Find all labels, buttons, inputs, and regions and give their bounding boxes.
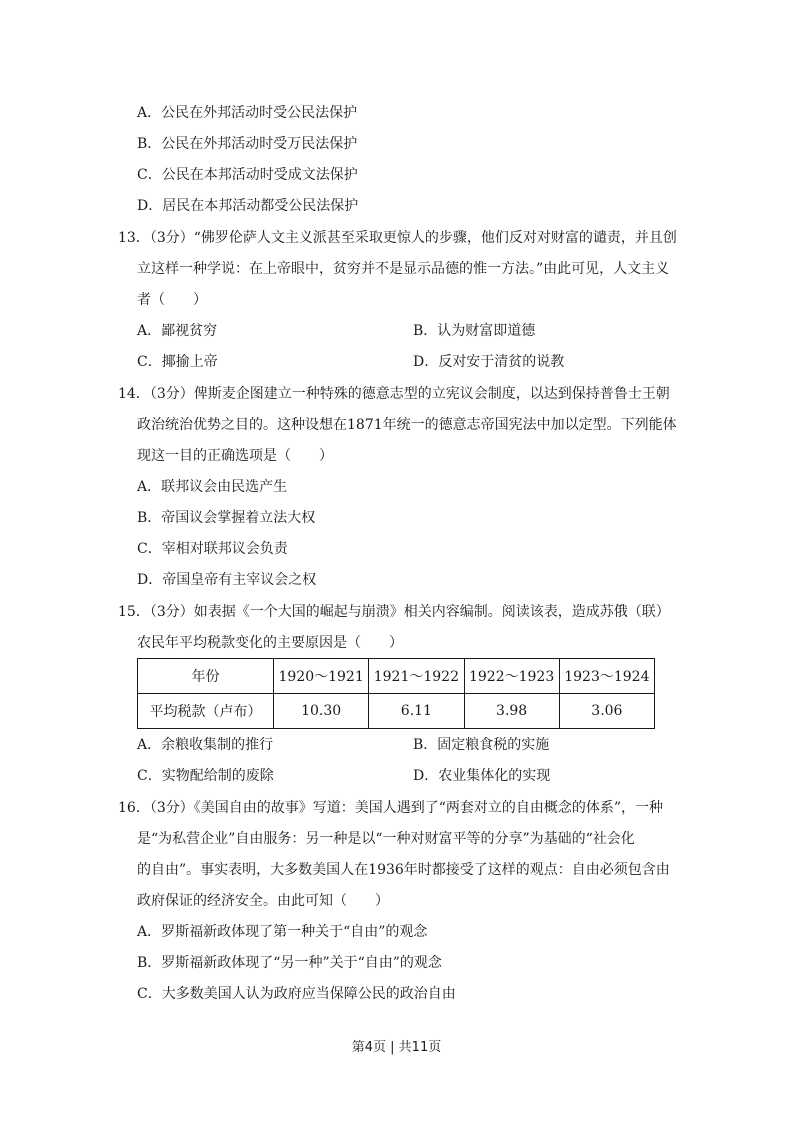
table-row <box>138 694 655 729</box>
table-cell: 3.06 <box>559 694 654 729</box>
q12-option-b: B．公民在外邦活动时受万民法保护 <box>137 136 358 152</box>
table-header-cell: 1920～1921 <box>274 659 369 694</box>
q14-stem-line-1: 14．（3分）俾斯麦企图建立一种特殊的德意志型的立宪议会制度，以达到保持普鲁士王朝 <box>118 386 670 402</box>
table-header-cell: 1922～1923 <box>464 659 559 694</box>
q12-option-d: D．居民在本邦活动都受公民法保护 <box>137 198 359 214</box>
q14-stem-line-3: 现这一目的正确选项是（ ） <box>137 448 333 464</box>
q15-stem-line-1: 15．（3分）如表据《一个大国的崛起与崩溃》相关内容编制。阅读该表，造成苏俄（联） <box>118 604 670 620</box>
table-cell: 10.30 <box>274 694 369 729</box>
table-cell: 平均税款（卢布） <box>138 694 274 729</box>
q15-option-d: D．农业集体化的实现 <box>413 768 551 784</box>
table-header-cell: 1923～1924 <box>559 659 654 694</box>
q14-option-a: A．联邦议会由民选产生 <box>137 479 288 495</box>
q14-option-c: C．宰相对联邦议会负责 <box>137 541 288 557</box>
q14-option-d: D．帝国皇帝有主宰议会之权 <box>137 572 317 588</box>
q13-option-a: A．鄙视贫穷 <box>137 323 218 339</box>
q14-stem-line-2: 政治统治优势之目的。这种设想在1871年统一的德意志帝国宪法中加以定型。下列能体 <box>137 417 677 433</box>
q16-option-c: C．大多数美国人认为政府应当保障公民的政治自由 <box>137 986 456 1002</box>
q13-option-d: D．反对安于清贫的说教 <box>413 354 565 370</box>
q13-option-c: C．揶揄上帝 <box>137 354 218 370</box>
q12-option-a: A．公民在外邦活动时受公民法保护 <box>137 105 358 121</box>
q15-option-a: A．余粮收集制的推行 <box>137 737 274 753</box>
q13-stem-line-2: 立这样一种学说：在上帝眼中，贫穷并不是显示品德的惟一方法。”由此可见，人文主义 <box>137 261 670 277</box>
q14-option-b: B．帝国议会掌握着立法大权 <box>137 510 316 526</box>
page-footer: 第4页 | 共11页 <box>351 1040 442 1055</box>
table-header-cell: 1921～1922 <box>369 659 464 694</box>
q13-stem-line-1: 13．（3分）“佛罗伦萨人文主义派甚至采取更惊人的步骤，他们反对对财富的谴责，并且创 <box>118 230 677 246</box>
q12-option-c: C．公民在本邦活动时受成文法保护 <box>137 167 358 183</box>
q16-stem-line-3: 的自由”。事实表明，大多数美国人在1936年时都接受了这样的观点：自由必须包含由 <box>137 862 670 878</box>
table-header-row <box>138 659 655 694</box>
table-header-cell: 年份 <box>138 659 274 694</box>
q15-option-c: C．实物配给制的废除 <box>137 768 274 784</box>
q16-option-a: A．罗斯福新政体现了第一种关于“自由”的观念 <box>137 924 428 940</box>
q15-option-b: B．固定粮食税的实施 <box>413 737 550 753</box>
q13-stem-line-3: 者（ ） <box>137 292 207 308</box>
q16-option-b: B．罗斯福新政体现了“另一种”关于“自由”的观念 <box>137 955 442 971</box>
tax-table <box>137 658 655 729</box>
q16-stem-line-2: 是“为私营企业”自由服务：另一种是以“一种对财富平等的分享”为基础的“社会化 <box>137 831 635 847</box>
table-cell: 6.11 <box>369 694 464 729</box>
q16-stem-line-4: 政府保证的经济安全。由此可知（ ） <box>137 893 389 909</box>
q16-stem-line-1: 16．（3分）《美国自由的故事》写道：美国人遇到了“两套对立的自由概念的体系”，一种 <box>118 800 664 816</box>
q13-option-b: B．认为财富即道德 <box>413 323 536 339</box>
q15-stem-line-2: 农民年平均税款变化的主要原因是（ ） <box>137 635 403 651</box>
table-cell: 3.98 <box>464 694 559 729</box>
